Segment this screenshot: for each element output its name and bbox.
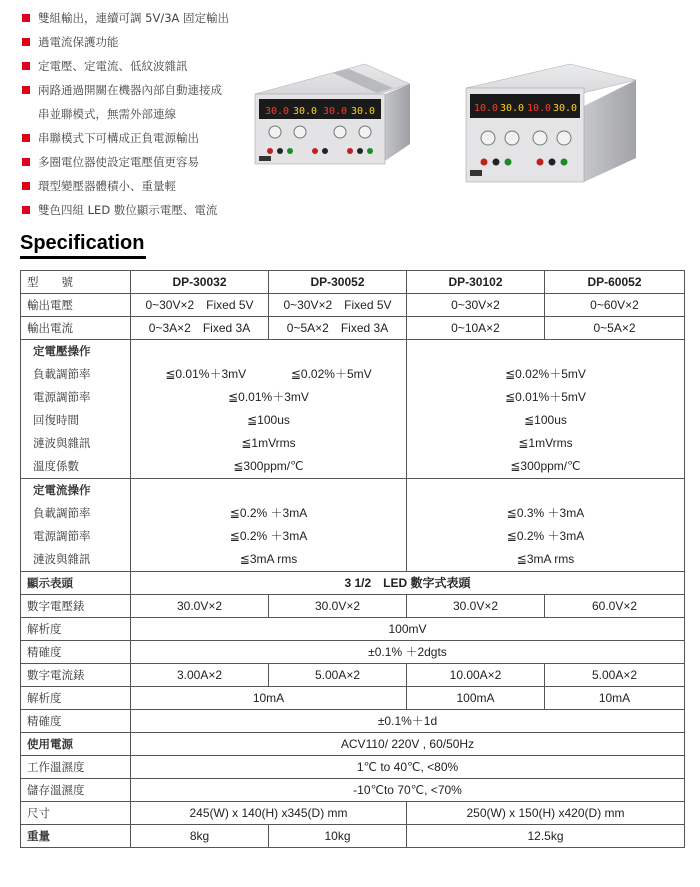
row-label: 數字電流錶 (21, 664, 131, 687)
row-label: 回復時間 (33, 413, 79, 427)
table-cell: ≦3mA rms (516, 552, 575, 566)
table-cell: ≦3mA rms (239, 552, 298, 566)
feature-item: 雙色四組 LED 數位顯示電壓、電流 (22, 198, 272, 222)
table-cell: 3.00A×2 (131, 664, 269, 687)
title-underline (20, 256, 146, 259)
table-cell: 10.00A×2 (407, 664, 545, 687)
group-values-right (407, 479, 685, 572)
table-row (21, 710, 685, 733)
bullet-icon (22, 62, 30, 70)
table-cell: ≦0.2% ＋3mA (229, 506, 308, 520)
feature-item-continuation: 串並聯模式，無需外部連線 (38, 107, 176, 121)
table-cell: 100mA (407, 687, 545, 710)
row-label: 數字電壓錶 (21, 595, 131, 618)
row-label: 溫度係數 (33, 459, 79, 473)
table-cell: ±0.1%＋1d (131, 710, 685, 733)
row-label: 型 號 (21, 271, 131, 294)
model-header: DP-30052 (269, 271, 407, 294)
table-cell: 30.0V×2 (131, 595, 269, 618)
table-cell: 10kg (269, 825, 407, 848)
bullet-icon (22, 158, 30, 166)
display-readout: 30.0 (293, 106, 318, 117)
row-label: 電源調節率 (33, 529, 91, 543)
group-title: 定電流操作 (33, 483, 91, 497)
row-label: 負載調節率 (33, 367, 91, 381)
table-row (21, 294, 685, 317)
row-label: 輸出電壓 (21, 294, 131, 317)
table-row (21, 595, 685, 618)
table-cell: 0~3A×2 Fixed 3A (131, 317, 269, 340)
table-cell: ≦0.01%＋3mV (228, 390, 309, 404)
row-label: 漣波與雜訊 (33, 436, 91, 450)
table-cell: 3 1/2 LED 數字式表頭 (131, 572, 685, 595)
display-readout: 30.0 (351, 106, 376, 117)
table-cell: -10℃to 70℃, <70% (131, 779, 685, 802)
table-cell: 0~5A×2 Fixed 3A (269, 317, 407, 340)
model-header: DP-30032 (131, 271, 269, 294)
table-cell: 0~5A×2 (545, 317, 685, 340)
table-cell: ≦0.01%＋5mV (505, 390, 586, 404)
table-cell: ≦0.2% ＋3mA (506, 529, 585, 543)
display-readout: 30.0 (323, 106, 348, 117)
table-cell: 10mA (545, 687, 685, 710)
section-title: Specification (20, 232, 145, 254)
table-cell: 0~30V×2 (407, 294, 545, 317)
table-cell: 60.0V×2 (545, 595, 685, 618)
table-cell: 1℃ to 40℃, <80% (131, 756, 685, 779)
table-cell: 8kg (131, 825, 269, 848)
row-label: 工作溫濕度 (21, 756, 131, 779)
group-title: 定電壓操作 (33, 344, 91, 358)
table-row (21, 779, 685, 802)
feature-item: 環型變壓器體積小、重量輕 (22, 174, 272, 198)
table-cell: 0~10A×2 (407, 317, 545, 340)
table-cell: ACV110/ 220V , 60/50Hz (131, 733, 685, 756)
row-label: 使用電源 (21, 733, 131, 756)
spec-table (20, 270, 685, 848)
group-values-left (131, 340, 407, 479)
row-label: 電源調節率 (33, 390, 91, 404)
table-cell: 245(W) x 140(H) x345(D) mm (131, 802, 407, 825)
bullet-icon (22, 14, 30, 22)
table-cell: 30.0V×2 (269, 595, 407, 618)
table-row-group-cv (21, 340, 685, 479)
table-cell: ±0.1% ＋2dgts (131, 641, 685, 664)
table-row (21, 733, 685, 756)
bullet-icon (22, 86, 30, 94)
table-row (21, 618, 685, 641)
table-cell: ≦0.3% ＋3mA (506, 506, 585, 520)
table-row (21, 271, 685, 294)
display-readout: 30.0 (553, 103, 578, 114)
table-cell: 10mA (131, 687, 407, 710)
row-label: 解析度 (21, 618, 131, 641)
feature-item: 兩路通過開關在機器內部自動連接成 (22, 78, 272, 102)
row-label: 尺寸 (21, 802, 131, 825)
row-label: 顯示表頭 (21, 572, 131, 595)
power-supply-photo-2 (460, 58, 640, 186)
table-cell: ≦100us (247, 413, 290, 427)
row-label: 精確度 (21, 710, 131, 733)
bullet-icon (22, 134, 30, 142)
row-label: 漣波與雜訊 (33, 552, 91, 566)
table-cell: ≦0.02%＋5mV (290, 367, 372, 381)
table-row (21, 664, 685, 687)
row-label: 負載調節率 (33, 506, 91, 520)
display-readout: 30.0 (265, 106, 290, 117)
table-cell: 250(W) x 150(H) x420(D) mm (407, 802, 685, 825)
row-label: 輸出電流 (21, 317, 131, 340)
table-cell: 5.00A×2 (545, 664, 685, 687)
row-label: 儲存溫濕度 (21, 779, 131, 802)
table-cell: 0~30V×2 Fixed 5V (269, 294, 407, 317)
group-values-right (407, 340, 685, 479)
table-cell: 0~30V×2 Fixed 5V (131, 294, 269, 317)
table-row (21, 802, 685, 825)
display-readout: 10.0 (527, 103, 552, 114)
bullet-icon (22, 182, 30, 190)
table-row-group-cc (21, 479, 685, 572)
table-cell: ≦1mVrms (518, 436, 573, 450)
table-cell: ≦0.01%＋3mV (165, 367, 247, 381)
group-labels (21, 340, 131, 479)
model-header: DP-60052 (545, 271, 685, 294)
group-values-left (131, 479, 407, 572)
table-cell: ≦1mVrms (241, 436, 296, 450)
table-row (21, 825, 685, 848)
row-label: 精確度 (21, 641, 131, 664)
table-cell: 30.0V×2 (407, 595, 545, 618)
display-readout: 30.0 (500, 103, 525, 114)
table-cell: 100mV (131, 618, 685, 641)
table-row (21, 572, 685, 595)
table-cell: ≦100us (524, 413, 567, 427)
table-cell: ≦0.2% ＋3mA (229, 529, 308, 543)
table-cell: 0~60V×2 (545, 294, 685, 317)
table-row (21, 687, 685, 710)
table-cell: 5.00A×2 (269, 664, 407, 687)
row-label: 解析度 (21, 687, 131, 710)
display-readout: 10.0 (474, 103, 499, 114)
bullet-icon (22, 206, 30, 214)
feature-item: 串聯模式下可構成正負電源輸出 (22, 126, 272, 150)
table-cell: ≦300ppm/℃ (510, 459, 581, 473)
feature-item: 多圈電位器使設定電壓值更容易 (22, 150, 272, 174)
table-cell: ≦300ppm/℃ (233, 459, 304, 473)
row-label: 重量 (21, 825, 131, 848)
power-supply-photo-1 (245, 56, 415, 181)
feature-item: 過電流保護功能 (22, 30, 272, 54)
model-header: DP-30102 (407, 271, 545, 294)
feature-item: 雙組輸出，連續可調 5V/3A 固定輸出 (22, 6, 272, 30)
table-row (21, 641, 685, 664)
table-cell: 12.5kg (407, 825, 685, 848)
bullet-icon (22, 38, 30, 46)
table-row (21, 317, 685, 340)
feature-item: 定電壓、定電流、低紋波雜訊 (22, 54, 272, 78)
feature-list (22, 6, 272, 222)
table-cell: ≦0.02%＋5mV (505, 367, 586, 381)
table-row (21, 756, 685, 779)
group-labels (21, 479, 131, 572)
